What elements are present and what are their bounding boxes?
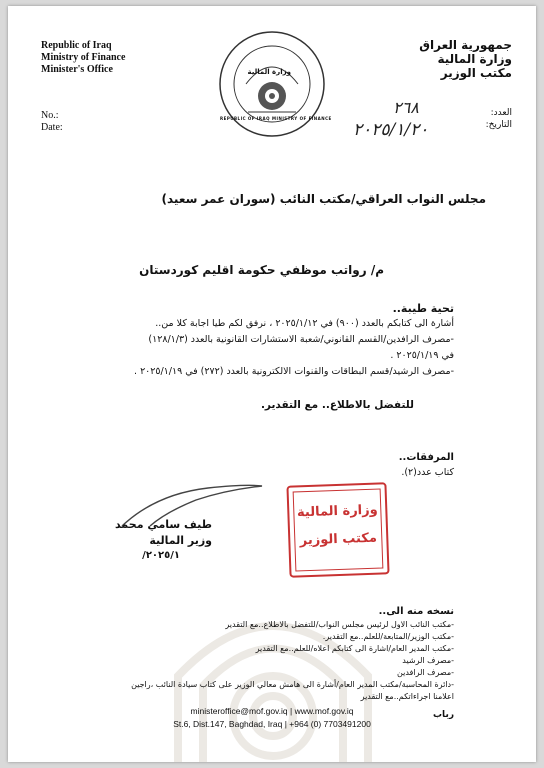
handwritten-date: ٢٠٢٥/١/٢٠ bbox=[353, 120, 429, 140]
body-line-3: في ٢٠٢٥/١/١٩ . bbox=[390, 350, 454, 361]
copies-item: -مصرف الرافدين bbox=[397, 668, 454, 677]
ar-date-label: التاريخ: bbox=[485, 120, 512, 130]
copies-item: اعلامنا اجراءاتكم..مع التقدير bbox=[360, 692, 454, 701]
document-page bbox=[8, 6, 536, 762]
signatory-name: طيف سامي محمد bbox=[115, 518, 212, 531]
body-line-1: أشارة الى كتابكم بالعدد (٩٠٠) في ٢٠٢٥/١/١٢ ، نرفق لكم طيا اجابة كلا من.. bbox=[155, 318, 454, 329]
minister-office-stamp bbox=[286, 482, 389, 577]
date-label: Date: bbox=[41, 122, 63, 133]
header-en-office: Minister's Office bbox=[41, 64, 113, 75]
header-en-ministry: Ministry of Finance bbox=[41, 52, 126, 63]
footer-contact: ministeroffice@mof.gov.iq | www.mof.gov.iq bbox=[190, 706, 354, 716]
footer-address: St.6, Dist.147, Baghdad, Iraq | +964 (0) 7703491200 bbox=[173, 719, 371, 729]
body-line-2: -مصرف الرافدين/القسم القانوني/شعبة الاستشارات القانونية بالعدد (١٢٨/١/٣) bbox=[148, 334, 454, 345]
attachments-title: المرفقات.. bbox=[398, 452, 454, 463]
handwritten-number: ٢٦٨ bbox=[393, 98, 419, 117]
ministry-seal bbox=[218, 30, 332, 138]
typist-initials: رباب bbox=[433, 710, 454, 720]
seal-icon bbox=[218, 30, 332, 138]
signatory-title: وزير المالية bbox=[149, 534, 212, 547]
stamp-line-1: وزارة المالية bbox=[296, 502, 378, 521]
number-label: No.: bbox=[41, 110, 59, 121]
closing: للتفضل بالاطلاع.. مع التقدير. bbox=[260, 399, 414, 411]
copies-item: -مكتب الوزير/المتابعة/للعلم..مع التقدير. bbox=[322, 632, 454, 641]
body-line-4: -مصرف الرشيد/قسم البطاقات والقنوات الالكترونية بالعدد (٢٧٢) في ٢٠٢٥/١/١٩ . bbox=[134, 366, 454, 377]
attachments-item: كتاب عدد(٢). bbox=[401, 467, 454, 478]
seal-text-left: REPUBLIC OF IRAQ bbox=[220, 116, 270, 121]
addressee: مجلس النواب العراقي/مكتب النائب (سوران عمر سعيد) bbox=[161, 192, 486, 206]
signature-date: ٢٠٢٥/١/ bbox=[142, 550, 180, 561]
header-en-country: Republic of Iraq bbox=[41, 40, 112, 51]
copies-item: -دائرة المحاسبة/مكتب المدير العام/أشارة الى هامش معالي الوزير على كتاب سيادة النائب ،راجين bbox=[131, 680, 454, 689]
seal-text-right: MINISTRY OF FINANCE bbox=[272, 116, 332, 121]
copies-item: -مصرف الرشيد bbox=[402, 656, 454, 665]
subject: م/ رواتب موظفي حكومة اقليم كوردستان bbox=[139, 263, 384, 277]
header-ar-country: جمهورية العراق bbox=[419, 38, 512, 52]
watermark-emblem bbox=[158, 566, 388, 762]
stamp-line-2: مكتب الوزير bbox=[299, 530, 378, 549]
ar-number-label: العدد: bbox=[490, 108, 512, 118]
copies-item: -مكتب المدير العام/اشارة الى كتابكم اعلاه/للعلم..مع التقدير bbox=[255, 644, 454, 653]
header-ar-office: مكتب الوزير bbox=[440, 66, 512, 80]
seal-emblem-text: وزارة المالية bbox=[247, 68, 291, 76]
greeting: تحية طيبة.. bbox=[392, 302, 454, 315]
copies-title: نسخه منه الى.. bbox=[378, 606, 454, 617]
header-ar-ministry: وزارة المالية bbox=[437, 52, 512, 66]
copies-item: -مكتب النائب الاول لرئيس مجلس النواب/للتفضل بالاطلاع..مع التقدير bbox=[225, 620, 454, 629]
